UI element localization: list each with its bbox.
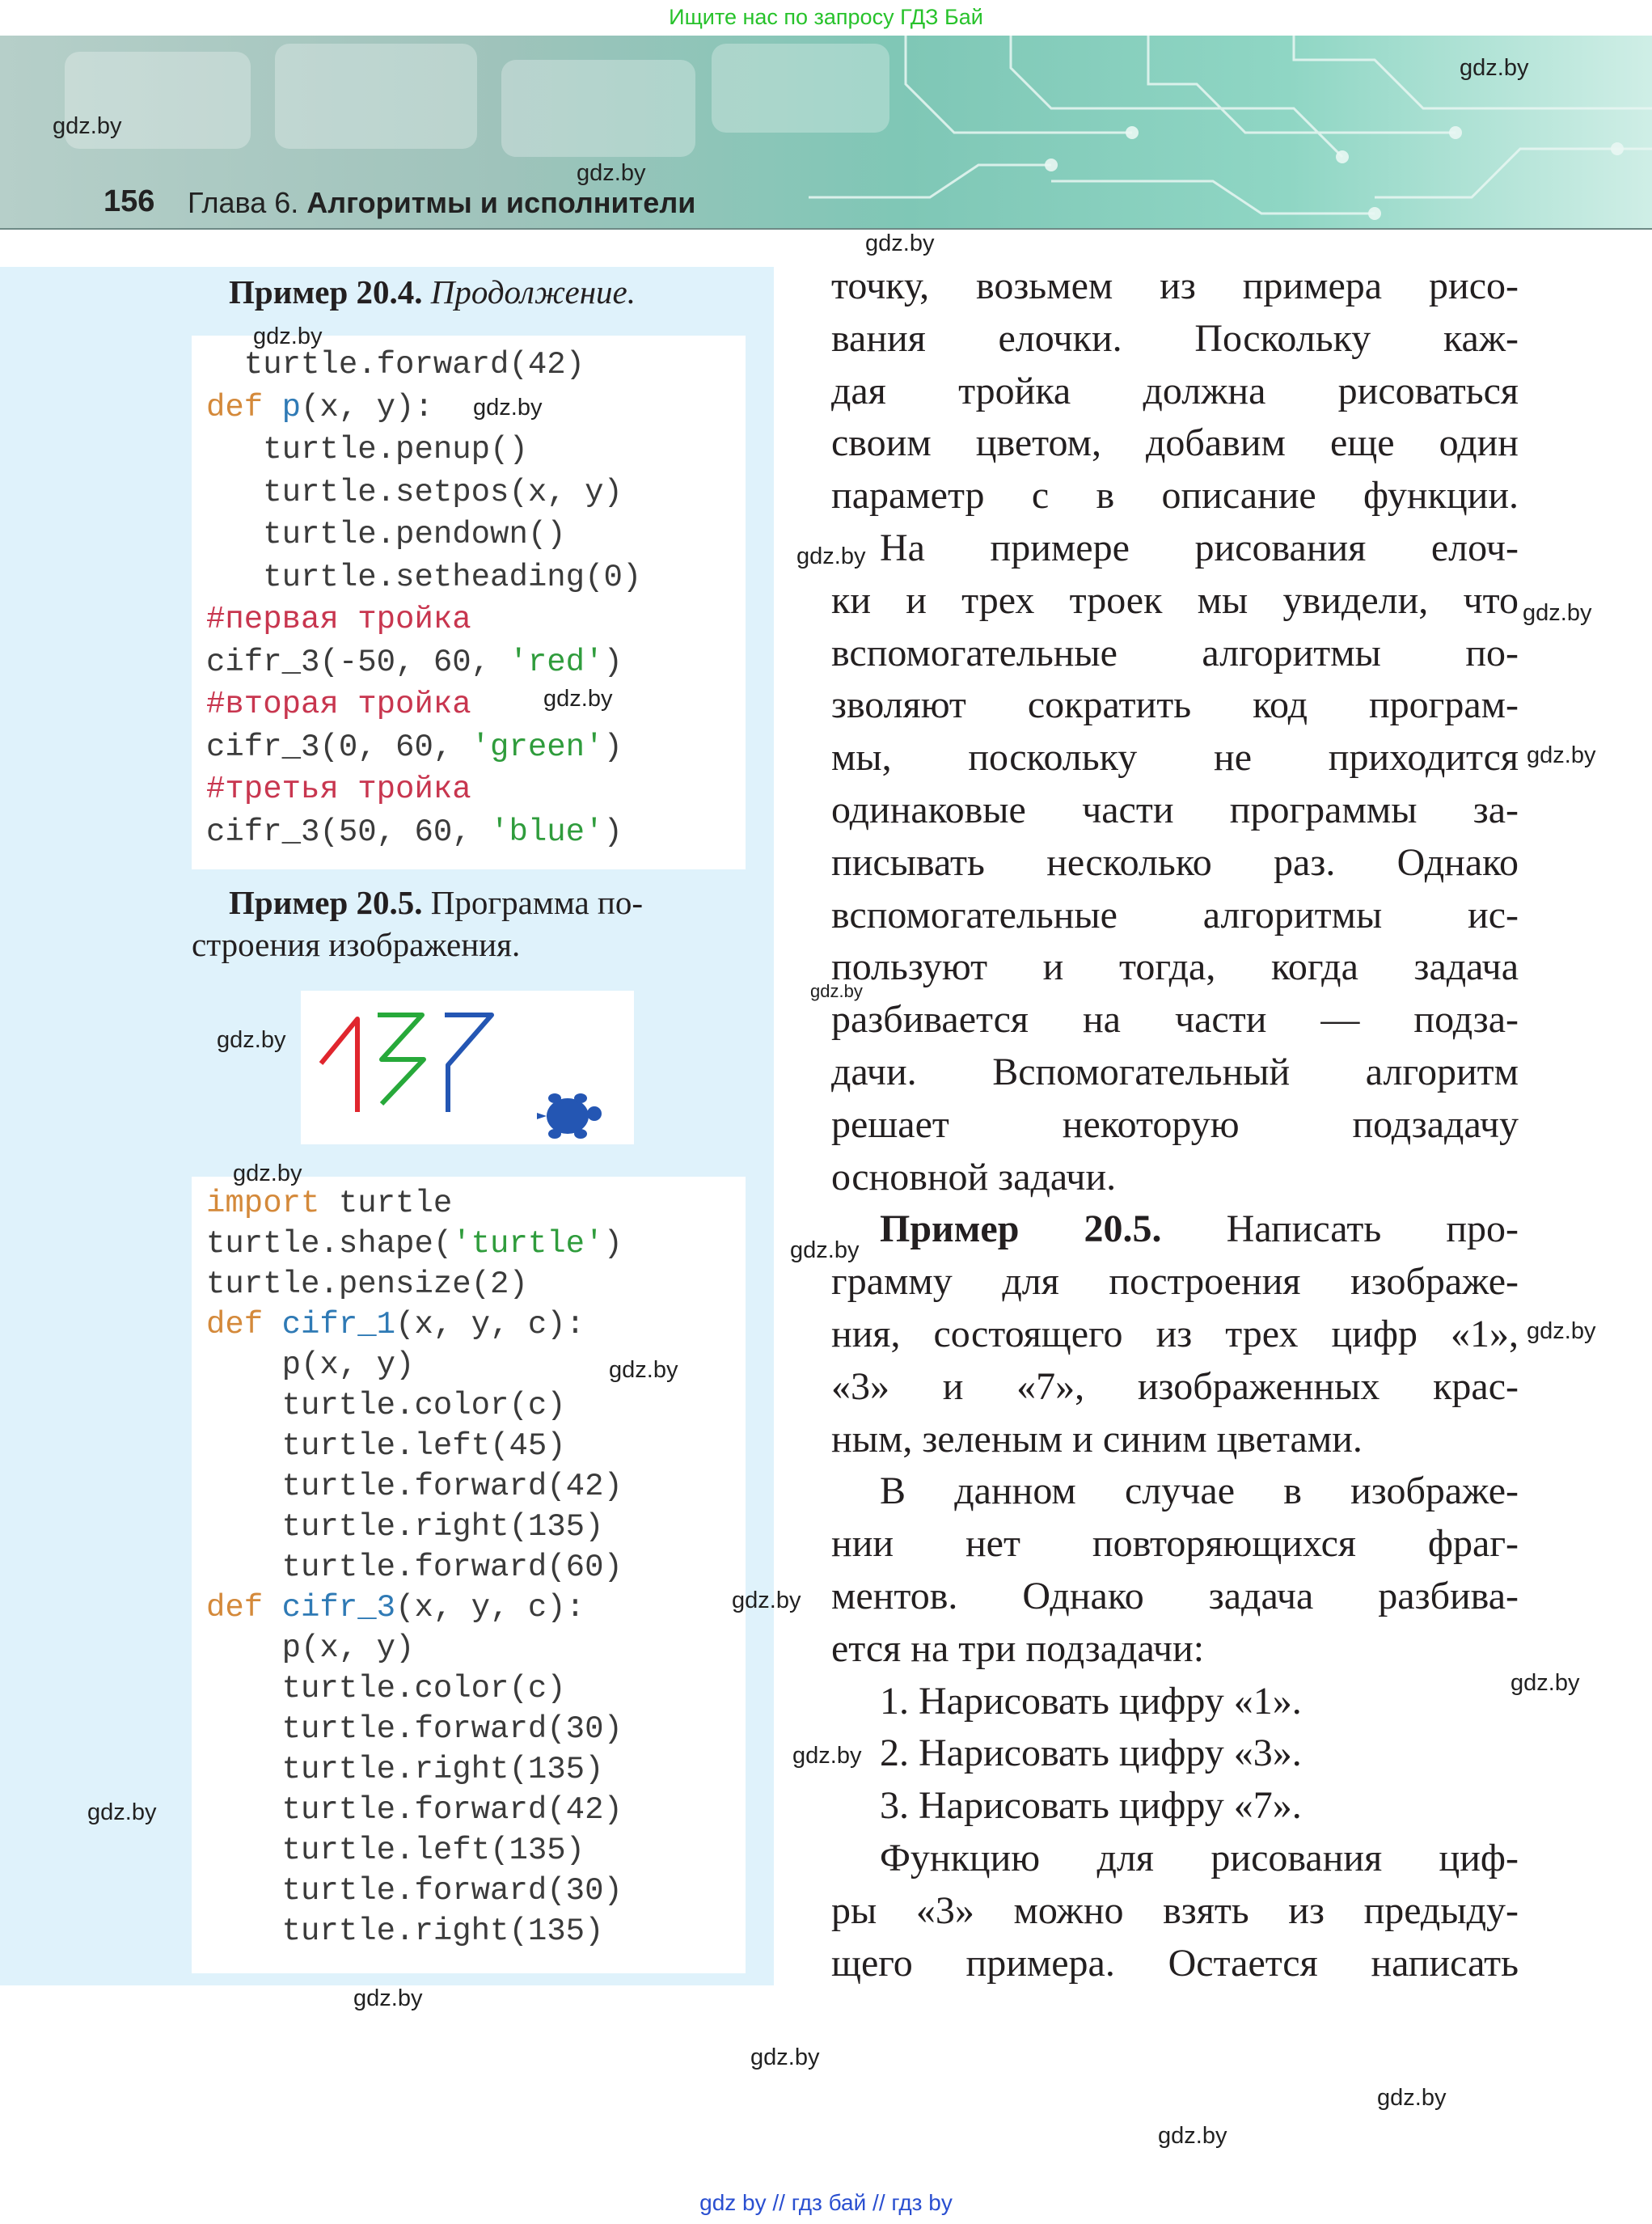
watermark: gdz.by [577,160,646,186]
code-line: turtle.forward(42) [206,1792,623,1828]
watermark: gdz.by [1377,2085,1447,2111]
text-line: щего примера. Остается написать [831,1941,1519,1985]
digit-3-green [378,1015,424,1104]
watermark: gdz.by [1158,2123,1227,2149]
chapter-prefix: Глава 6. [188,186,299,219]
watermark: gdz.by [253,323,323,349]
footer-links[interactable]: gdz by // гдз бай // гдз by [699,2190,953,2215]
digits-drawing [301,991,634,1144]
paragraph-1 [831,260,1519,522]
list-item: 1. Нарисовать цифру «1». [880,1679,1302,1723]
search-hint: Ищите нас по запросу ГДЗ Бай [669,5,983,29]
text-line: мы, поскольку не приходится [831,736,1519,780]
code-line: turtle.right(135) [206,1913,604,1949]
watermark: gdz.by [473,395,543,421]
watermark: gdz.by [1510,1670,1580,1696]
watermark: gdz.by [865,230,935,256]
chapter-name: Алгоритмы и исполнители [306,186,696,219]
text-line: На примере рисования елоч- [880,526,1519,569]
code-line: turtle.color(c) [206,1388,566,1423]
code-line: turtle.forward(30) [206,1873,623,1909]
text-line: зволяют сократить код програм- [831,683,1519,727]
code-line: turtle.forward(60) [206,1550,623,1585]
example-text: Программа по- [430,884,644,921]
text-line: основной задачи. [831,1155,1117,1199]
code-comment: #вторая тройка [206,687,471,722]
watermark: gdz.by [1460,55,1529,81]
paragraph-3 [831,1203,1519,1465]
list-item: 2. Нарисовать цифру «3». [880,1731,1302,1775]
text-line: ния, состоящего из трех цифр «1», [831,1312,1519,1355]
code-line: turtle.right(135) [206,1752,604,1787]
text-fragment: Написать про- [1226,1207,1519,1251]
watermark: gdz.by [810,981,863,1001]
watermark: gdz.by [543,686,613,712]
code-block-2 [192,1177,746,1973]
code-keyword: import [206,1186,320,1221]
text-line: пользуют и тогда, когда задача [831,945,1519,989]
text-line: ным, зеленым и синим цветами. [831,1417,1363,1461]
text-line: ментов. Однако задача разбива- [831,1574,1519,1617]
text-line: вспомогательные алгоритмы по- [831,631,1519,674]
watermark: gdz.by [796,543,866,569]
watermark: gdz.by [732,1588,801,1613]
text-line: дая тройка должна рисоваться [831,369,1519,412]
code-line: p(x, y) [206,1347,415,1383]
code-string: 'red' [509,644,604,680]
watermark: gdz.by [217,1027,286,1053]
example-label: Пример 20.5. [880,1207,1162,1251]
watermark: gdz.by [792,1743,862,1769]
code-keyword: def [206,1590,264,1626]
text-line: разбивается на части — подза- [831,998,1519,1042]
watermark: gdz.by [790,1237,860,1263]
code-listing-2: import turtle turtle.shape('turtle') turtle.pensize(2) def cifr_1(x, y, c): p(x, y) turtle.color(c) turtle.left(45) turtle.forward(42) turtle.right(135) turtle.forward(60) def cifr_3(x, y, c): p(x, y) turtle.color(c) turtle.forward(30) turtle.right(135) turtle.forward(42) turtle.left(135) turtle.forward(30) turtle.right(135) [206,1186,623,1949]
text-line: точку, возьмем из примера рисо- [831,264,1519,307]
text-line: дачи. Вспомогательный алгоритм [831,1050,1519,1093]
watermark: gdz.by [750,2044,820,2070]
text-line: своим цветом, добавим еще один [831,421,1519,465]
code-string: 'blue' [490,814,604,850]
example-label: Пример 20.5. [229,884,423,921]
text-line: нии нет повторяющихся фраг- [831,1522,1519,1566]
code-comment: #третья тройка [206,772,471,807]
watermark: gdz.by [1523,600,1592,626]
code-keyword: def [206,389,264,425]
turtle-icon [537,1093,602,1139]
watermark: gdz.by [353,1985,423,2011]
paragraph-5 [831,1833,1519,1989]
code-string: 'turtle' [452,1226,604,1262]
digit-7-blue [445,1015,492,1112]
text-line: грамму для построения изображе- [831,1260,1519,1304]
code-line: turtle.forward(42) [206,347,585,383]
example-20-4-caption [229,271,636,313]
code-keyword: def [206,1307,264,1342]
code-function-name: cifr_3 [281,1590,396,1626]
code-line: turtle.left(45) [206,1428,566,1464]
digit-1-red [321,1019,357,1112]
text-line [831,1203,1519,1256]
code-block-1 [192,336,746,869]
watermark: gdz.by [1527,1318,1596,1344]
code-function-name: cifr_1 [281,1307,396,1342]
text-line: ется на три подзадачи: [831,1626,1205,1670]
list-item: 3. Нарисовать цифру «7». [880,1784,1302,1828]
code-line: turtle.pensize(2) [206,1266,528,1302]
chapter-title [188,186,695,220]
watermark: gdz.by [609,1357,678,1383]
text-line: Функцию для рисования циф- [880,1836,1519,1879]
text-line: «3» и «7», изображенных крас- [831,1364,1519,1408]
watermark: gdz.by [53,113,122,139]
text-line: ки и трех троек мы увидели, что [831,578,1519,622]
example-subtitle: Продолжение. [430,273,636,311]
example-20-5-caption [229,882,643,924]
code-comment: #первая тройка [206,602,471,637]
example-20-5-caption-line2: строения изображения. [192,926,521,963]
watermark: gdz.by [87,1799,157,1825]
paragraph-4 [831,1465,1519,1675]
code-listing-1: turtle.forward(42) def p(x, y): turtle.penup() turtle.setpos(x, y) turtle.pendown() turtle.setheading(0) #первая тройка cifr_3(-50, 60, 'red') #вторая тройка cifr_3(0, 60, 'green') #третья тройка cifr_3(50, 60, 'blue') [206,347,642,850]
text-line: одинаковые части программы за- [831,788,1519,831]
digits-image [301,991,634,1144]
code-line: p(x, y) [206,1630,415,1666]
code-line: turtle.forward(30) [206,1711,623,1747]
text-line: В данном случае в изображе- [880,1469,1519,1513]
text-line: решает некоторую подзадачу [831,1102,1519,1146]
code-string: 'green' [471,729,604,765]
code-function-name: p [281,389,302,425]
text-line: ры «3» можно взять из предыду- [831,1888,1519,1932]
text-line: вспомогательные алгоритмы ис- [831,893,1519,937]
main-text [831,260,1519,1989]
text-line: вания елочки. Поскольку каж- [831,316,1519,360]
text-line: писывать несколько раз. Однако [831,840,1519,884]
watermark: gdz.by [1527,742,1596,768]
paragraph-2 [831,522,1519,1203]
code-line: turtle.right(135) [206,1509,604,1545]
code-line: turtle.left(135) [206,1833,585,1868]
subtask-list [831,1676,1519,1833]
page-number: 156 [104,184,155,218]
code-line: turtle.color(c) [206,1671,566,1706]
watermark: gdz.by [233,1161,302,1186]
example-label: Пример 20.4. [229,273,423,311]
text-line: параметр c в описание функции. [831,474,1519,518]
code-line: turtle.forward(42) [206,1469,623,1504]
banner-divider [0,228,1652,230]
